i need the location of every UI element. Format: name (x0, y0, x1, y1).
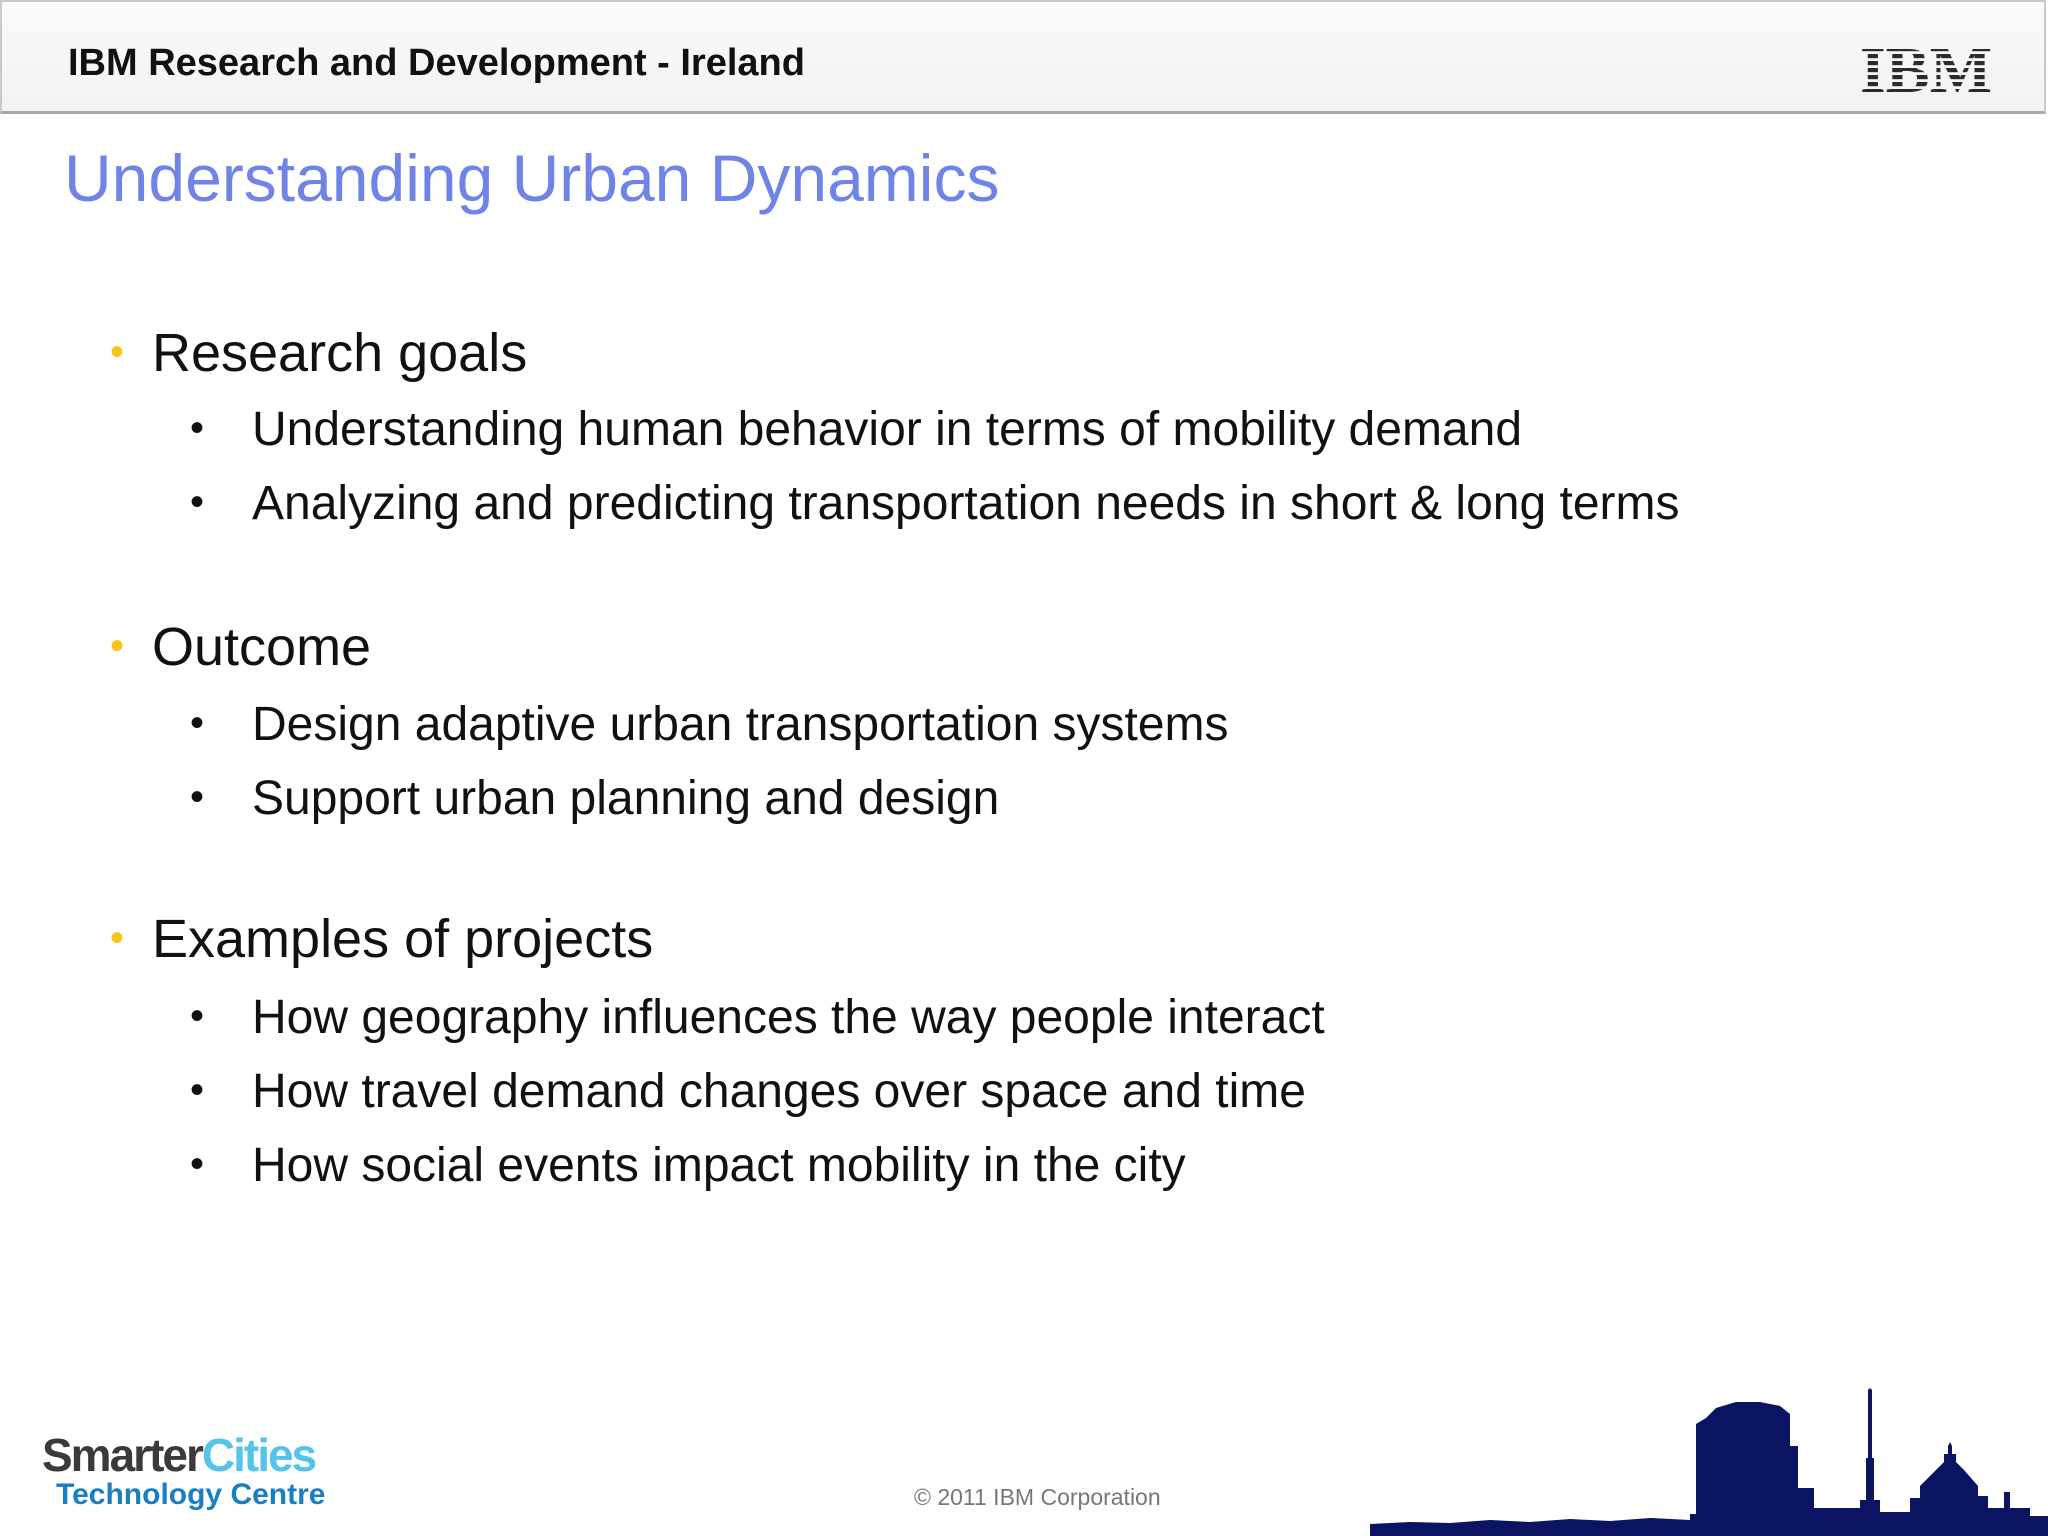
logo-smarter-text: Smarter (42, 1429, 202, 1481)
ibm-logo-text: IBM (1860, 40, 1992, 94)
bullet-icon: • (110, 916, 125, 960)
section-heading-text: Outcome (152, 617, 372, 677)
list-item (190, 697, 1229, 752)
list-item (190, 1064, 1306, 1119)
list-item-text: How social events impact mobility in the city (252, 1139, 1186, 1192)
copyright-notice: © 2011 IBM Corporation (914, 1484, 1161, 1510)
slide-title: Understanding Urban Dynamics (64, 141, 1000, 215)
bullet-icon: • (110, 624, 125, 668)
dublin-skyline-icon (1370, 1388, 2048, 1536)
logo-cities-text: Cities (201, 1429, 316, 1481)
bullet-icon: • (190, 1068, 205, 1112)
section-heading-text: Examples of projects (152, 909, 654, 969)
smarter-cities-logo (42, 1428, 326, 1511)
list-item-text: Design adaptive urban transportation systems (252, 698, 1229, 751)
list-item (190, 402, 1522, 457)
logo-tech-text: Technology Centre (56, 1478, 326, 1511)
bullet-icon: • (190, 701, 205, 745)
list-item-text: How travel demand changes over space and time (252, 1065, 1306, 1118)
header-title: IBM Research and Development - Ireland (68, 42, 805, 84)
bullet-icon: • (190, 994, 205, 1038)
section-heading-text: Research goals (152, 323, 528, 383)
section-heading-outcome (110, 616, 371, 678)
section-heading-examples (110, 908, 653, 970)
bullet-icon: • (190, 775, 205, 819)
list-item-text: Support urban planning and design (252, 772, 1000, 825)
bullet-icon: • (190, 406, 205, 450)
list-item-text: How geography influences the way people interact (252, 991, 1325, 1044)
bullet-icon: • (110, 330, 125, 374)
skyline-shape (1370, 1388, 2048, 1536)
list-item-text: Analyzing and predicting transportation needs in short & long terms (252, 477, 1680, 530)
list-item (190, 1138, 1186, 1193)
slide-header (0, 0, 2046, 114)
bullet-icon: • (190, 480, 205, 524)
bullet-icon: • (190, 1142, 205, 1186)
list-item (190, 990, 1325, 1045)
list-item (190, 476, 1679, 531)
list-item (190, 771, 999, 826)
list-item-text: Understanding human behavior in terms of mobility demand (252, 403, 1523, 456)
section-heading-research-goals (110, 322, 527, 384)
ibm-logo (1860, 40, 1992, 94)
